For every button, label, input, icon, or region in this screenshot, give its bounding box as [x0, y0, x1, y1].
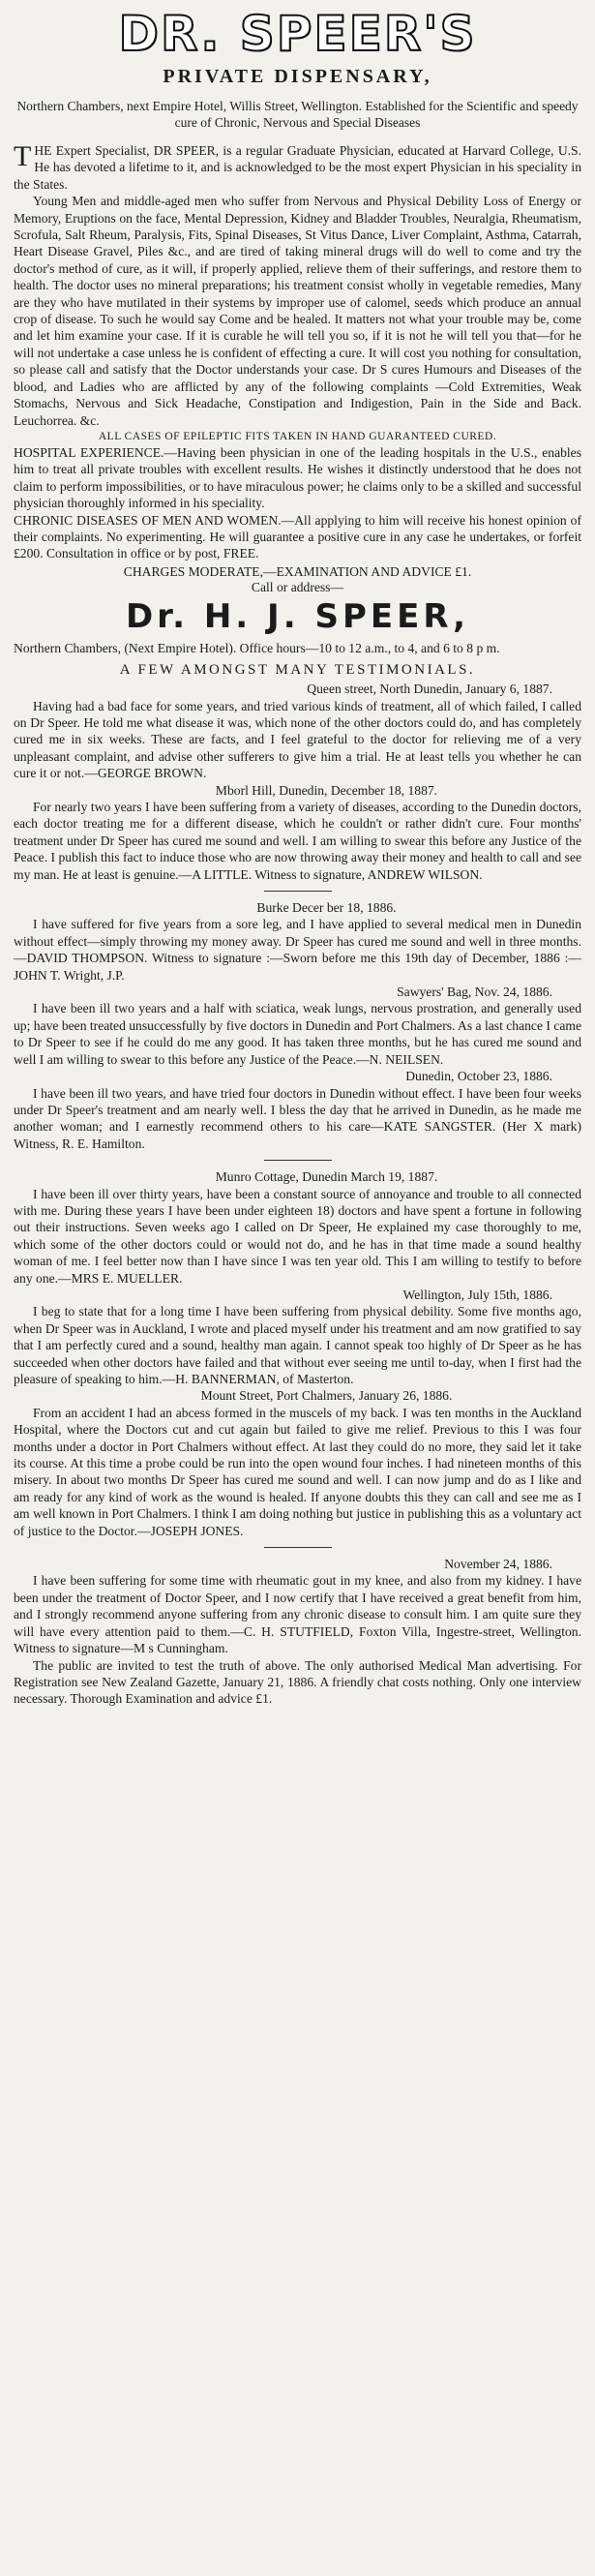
testimonial: I beg to state that for a long time I have been suffering from physical debility. Some five months ago, when Dr Speer was in Auckland, I wrote and placed myself under his treatment and am now gratified to say that I am perfectly cured and a sound, healthy man again. I cannot speak too highly of Dr Speer as he has succeeded when other doctors have failed and that without ever seeing me until to-day, when I first had the pleasure of speaking to him.—H. BANNERMAN, of Masterton. [14, 1304, 581, 1386]
testimonial-place: Sawyers' Bag, Nov. 24, 1886. [397, 985, 552, 1000]
call-or-address: Call or address— [251, 579, 344, 594]
divider [264, 1160, 332, 1161]
testimonial: I have been ill two years, and have tried four doctors in Dunedin without effect. I have been four weeks under Dr Speer's treatment and am nearly well. I bless the day that he arrived in Dunedin, as he made me another woman; and I earnestly recommend others to his care—KATE SANGSTER. (Her X mark) Witness, R. E. Hamilton. [14, 1085, 581, 1151]
testimonial-place: Mount Street, Port Chalmers, January 26, 1886. [200, 1388, 453, 1404]
testimonial-place: Mborl Hill, Dunedin, December 18, 1887. [215, 782, 438, 798]
divider [264, 891, 332, 892]
charges-line: CHARGES MODERATE,—EXAMINATION AND ADVICE £1. [123, 563, 472, 579]
testimonial-place: Wellington, July 15th, 1886. [402, 1287, 552, 1302]
testimonials-heading: A FEW AMONGST MANY TESTIMONIALS. [119, 662, 476, 679]
testimonial: I have been ill two years and a half with sciatica, weak lungs, nervous prostration, and generally used up; have been treated unsuccessfully by five doctors in Dunedin and Port Chalmers. As a last chance I came to Dr Speer to see if he could do me any good. It has taken three months, but he has cured me sound and well I am willing to swear to this before any Justice of the Peace.—N. NEILSEN. [14, 1001, 581, 1067]
chronic-diseases-paragraph: CHRONIC DISEASES OF MEN AND WOMEN.—All applying to him will receive his honest opinion of their complaints. No experimenting. He will guarantee a positive cure in any case he undertakes, or forfeit £200. Consultation in office or by post, FREE. [14, 512, 581, 561]
conditions-paragraph: Young Men and middle-aged men who suffer from Nervous and Physical Debility Loss of Energy or Memory, Eruptions on the face, Mental Depression, Kidney and Bladder Troubles, Neuralgia, Rheumatism, Scrofula, Salt Rheum, Paralysis, Fits, Spinal Diseases, St Vitus Dance, Liver Complaint, Asthma, Catarrah, Heart Disease Gravel, Piles &c., and are tired of taking mineral drugs will do well to come and try the doctor's method of cure, as it will, if properly applied, relieve them of their sufferings, and restore them to health. The doctor uses no mineral preparations; his treatment consist wholly in vegetable remedies, Many are they who have mutilated in their systems by improper use of calomel, seeds which produce an annual crop of disease. To such he would say Come and be healed. It matters not what your trouble may be, come and let him examine your case. If it is curable he will tell you so, if it is not he will tell you that—for he will not undertake a case unless he is confident of effecting a cure. It will cost you nothing for consultation, so please call and satisfy that the Doctor understands your case. Dr S cures Humours and Diseases of the blood, and Ladies who are afflicted by any of the following complaints —Cold Extremities, Weak Stomachs, Nervous and Sick Headache, Constipation and Indigestion, Pain in the Side and Back. Leuchorrea. &c. [14, 194, 581, 428]
testimonial-place: Burke Decer ber 18, 1886. [256, 900, 397, 916]
testimonial: I have been suffering for some time with rheumatic gout in my knee, and also from my kidney. I have been under the treatment of Doctor Speer, and I now certify that I have received a great benefit from him, and I strongly recommend anyone suffering from any chronic disease to consult him. I am quite sure they will have every attention paid to them.—C. H. STUTFIELD, Foxton Villa, Ingestre-street, Wellington. Witness to signature—M s Cunningham. [14, 1573, 581, 1656]
testimonial: For nearly two years I have been suffering from a variety of diseases, according to the Dunedin doctors, each doctor treating me for a different disease, which he couldn't or rather didn't cure. Four months' treatment under Dr Speer has cured me sound and well. I am willing to swear this before any Justice of the Peace. I publish this fact to induce those who are now throwing away their money and health to call and see my man. He at least is genuine.—A LITTLE. Witness to signature, ANDREW WILSON. [14, 800, 581, 882]
testimonial-place: November 24, 1886. [444, 1557, 552, 1572]
intro-paragraph: THE Expert Specialist, DR SPEER, is a regular Graduate Physician, educated at Harvard College, U.S. He has devoted a lifetime to it, and is acknowledged to be the most expert Physician in his speciality in the States. [14, 140, 581, 192]
testimonial: From an accident I had an abcess formed in the muscels of my back. I was ten months in the Auckland Hospital, where the Doctors cut and cut again but failed to give me relief. Previous to this I was four months under a doctor in Port Chalmers without effect. At last they could do no more, they said let it take its course. At this time a probe could be run into the open wound four inches. I had nineteen months of this misery. In about two months Dr Speer has cured me sound and well. I can now jump and do as I like and am ready for any kind of work as the wound is healed. If anyone doubts this they can call and see me as I am well known in Port Chalmers. I think I am doing nothing but justice in publishing this as a voluntary act of justice to the Doctor.—JOSEPH JONES. [14, 1405, 581, 1538]
divider [264, 1547, 332, 1548]
closing-paragraph: The public are invited to test the truth of above. The only authorised Medical Man advertising. For Registration see New Zealand Gazette, January 21, 1886. A friendly chat costs nothing. Only one interview necessary. Thorough Examination and advice £1. [14, 1657, 581, 1707]
doctor-name: Dr. H. J. SPEER, [125, 596, 470, 636]
testimonial-place: Munro Cottage, Dunedin March 19, 1887. [215, 1169, 438, 1185]
epileptic-notice: ALL CASES OF EPILEPTIC FITS TAKEN IN HAND GUARANTEED CURED. [98, 430, 497, 442]
masthead: DR. SPEER'S [118, 6, 477, 62]
testimonial-place: Dunedin, October 23, 1886. [405, 1069, 552, 1084]
testimonial: Having had a bad face for some years, and tried various kinds of treatment, all of which failed, I called on Dr Speer. He told me what disease it was, which none of the other doctors could do, and has completely cured me in six weeks. These are facts, and I feel grateful to the doctor for relieving me of a very unpleasant complaint, and advise other sufferers to give him a trial. He at least tells you whether he can cure it or not.—GEORGE BROWN. [14, 698, 581, 781]
testimonial-place: Queen street, North Dunedin, January 6, 1887. [307, 682, 552, 697]
dispensary-address: Northern Chambers, next Empire Hotel, Willis Street, Wellington. Established for the Scientific and speedy cure of Chronic, Nervous and Special Diseases [16, 99, 579, 130]
subhead: PRIVATE DISPENSARY, [163, 66, 432, 87]
testimonial: I have suffered for five years from a sore leg, and I have applied to several medical men in Dunedin without effect—simply throwing my money away. Dr Speer has cured me sound and well in three months.—DAVID THOMPSON. Witness to signature :—Sworn before me this 19th day of December, 1886 :—JOHN T. Wright, J.P. [14, 917, 581, 983]
hospital-experience-paragraph: HOSPITAL EXPERIENCE.—Having been physician in one of the leading hospitals in the U.S., enables him to treat all private troubles with excellent results. He wishes it distinctly understood that he does not claim to perform impossibilities, or to have miraculous power; he claims only to be a skilled and successful physician thoroughly informed in his speciality. [14, 444, 581, 511]
testimonial: I have been ill over thirty years, have been a constant source of annoyance and trouble to all connected with me. During these years I have been under eighteen 18) doctors and have spent a fortune in following out their instructions. Seven weeks ago I called on Dr Speer, He explained my case thoroughly to me, which some of the other doctors could or would not do, and he has in that time made a sound healthy woman of me. I feel better now than I have since I was ten year old. This I am willing to testify to before any one.—MRS E. MUELLER. [14, 1186, 581, 1286]
office-hours: Northern Chambers, (Next Empire Hotel). Office hours—10 to 12 a.m., to 4, and 6 to 8 p m. [14, 640, 500, 655]
